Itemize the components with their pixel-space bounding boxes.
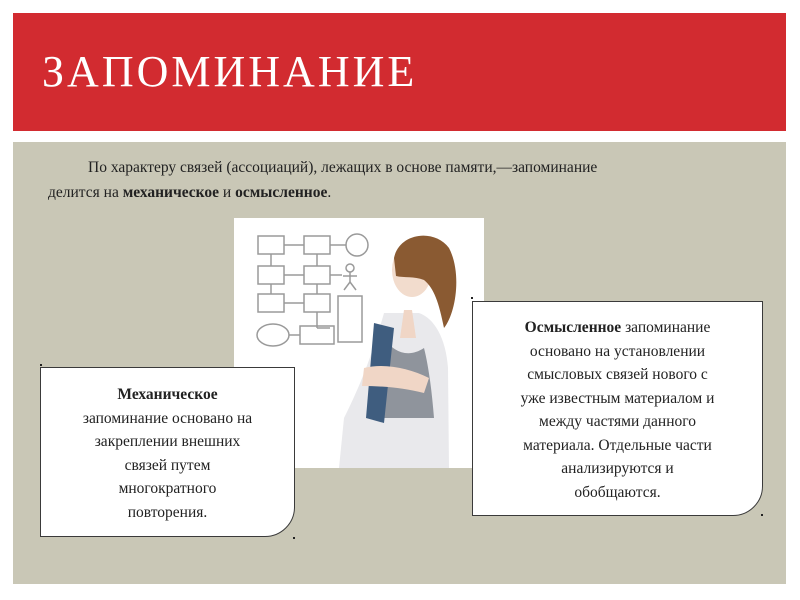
anchor-dot [40, 364, 42, 366]
meaningful-memory-card [472, 301, 763, 516]
card-left-line: запоминание основано на [82, 409, 253, 427]
term-mechanical-bold: Механическое [117, 386, 218, 403]
term-mechanical: механическое [122, 184, 220, 201]
card-right-line: уже известным материалом и [520, 389, 715, 407]
card-right-line: между частями данного [539, 413, 696, 430]
intro-end: . [327, 184, 332, 201]
card-left-line1 [49, 383, 286, 407]
anchor-dot [761, 514, 763, 516]
card-right-line: обобщаются. [574, 483, 661, 501]
term-meaningful-bold: Осмысленное [524, 319, 622, 336]
mechanical-memory-card [40, 367, 295, 537]
card-right-line: основано на установлении [529, 342, 706, 360]
flowchart-sketch-icon [257, 234, 368, 346]
intro-line1: По характеру связей (ассоциаций), лежащих в основе памяти,—запоминание [88, 159, 598, 176]
anchor-dot [293, 537, 295, 539]
card-left-line: закреплении внешних [94, 433, 241, 450]
intro-line2-pre: делится на [48, 184, 123, 201]
card-right-line: материала. Отдельные части [523, 436, 712, 454]
card-left-line: повторения. [127, 503, 208, 521]
term-meaningful: осмысленное [235, 184, 328, 201]
card-left-line: связей путем [124, 456, 211, 474]
intro-conj: и [219, 184, 236, 201]
slide-title: ЗАПОМИНАНИЕ [42, 47, 418, 96]
intro-paragraph [48, 155, 758, 205]
card-left-line: многократного [118, 480, 217, 497]
anchor-dot [471, 297, 473, 299]
woman-figure-icon [339, 236, 456, 468]
card-right-first-rest: запоминание [621, 319, 711, 336]
card-right-line: анализируются и [561, 460, 674, 477]
card-right-line: смысловых связей нового с [527, 366, 708, 383]
card-right-line1 [483, 316, 752, 340]
